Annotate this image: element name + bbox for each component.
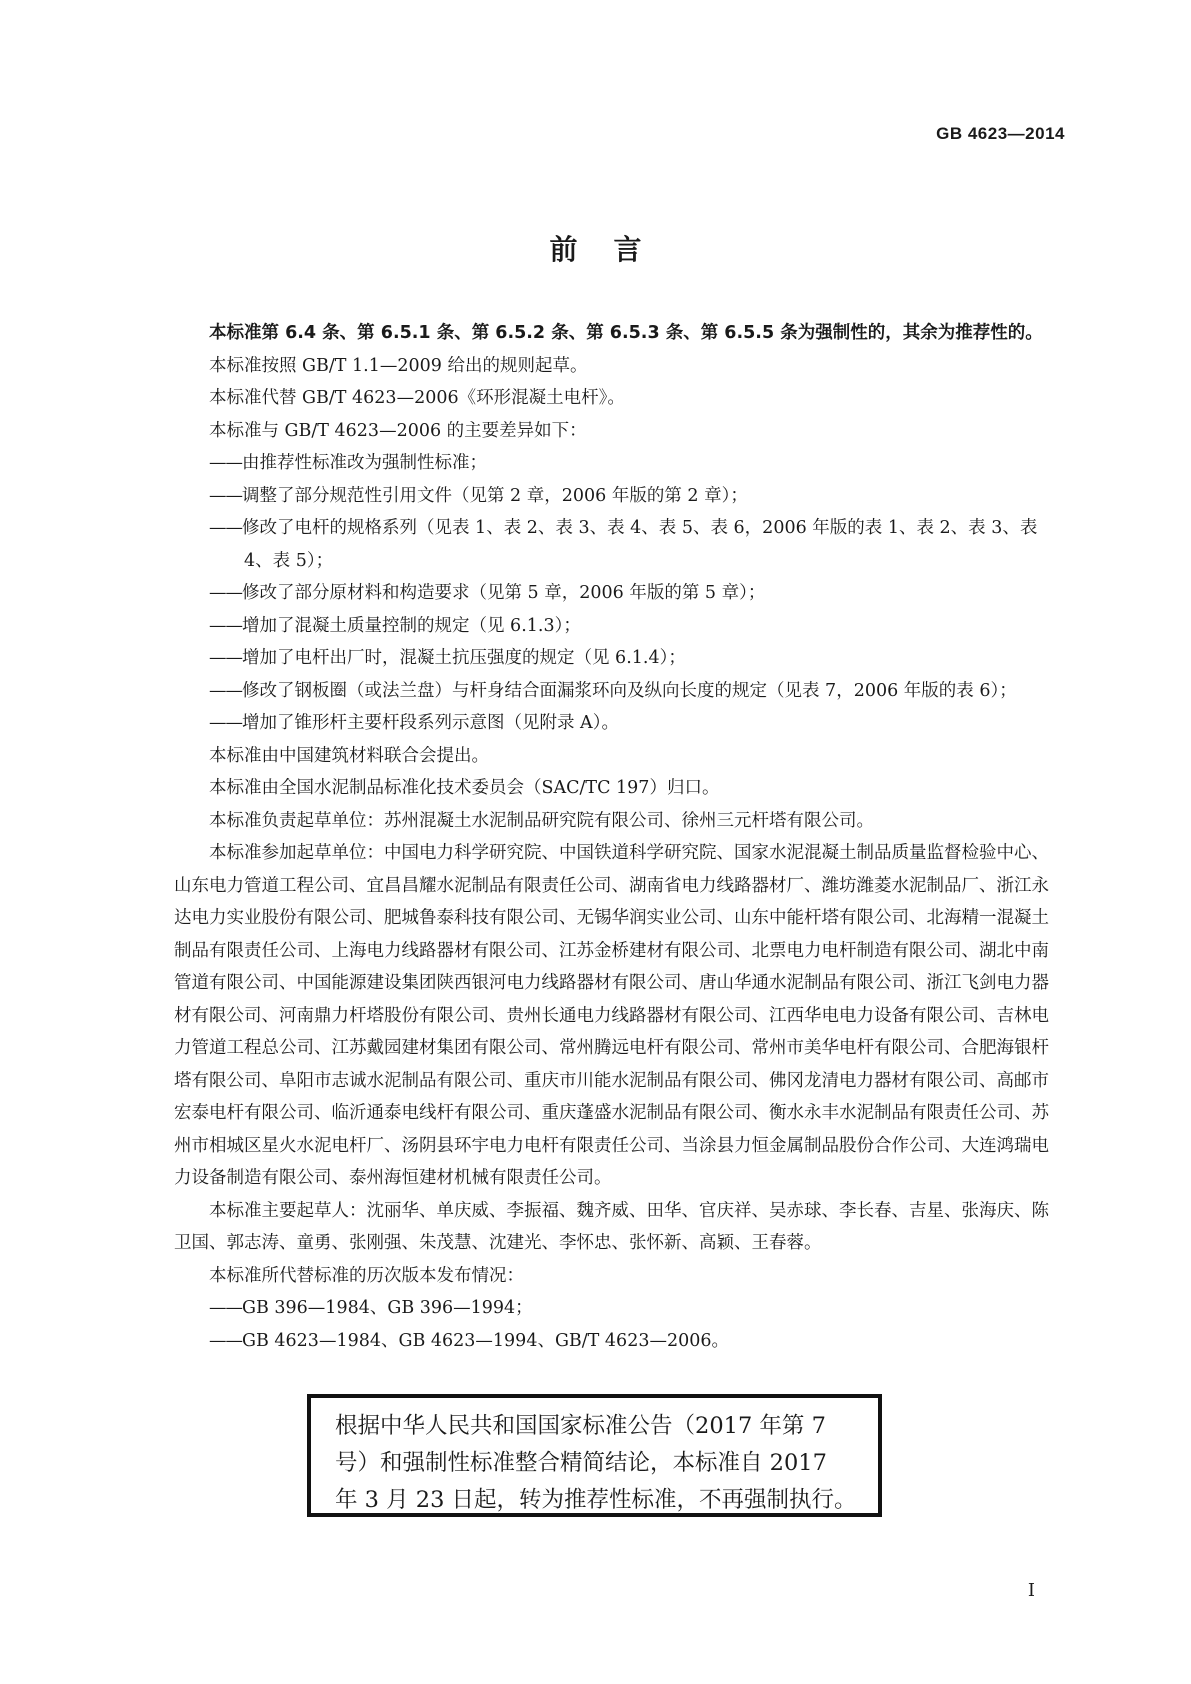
standard-number: GB 4623—2014: [936, 124, 1065, 143]
difference-text: 修改了部分原材料和构造要求（见第 5 章，2006 年版的第 5 章）；: [242, 583, 766, 603]
differences-intro-paragraph: 本标准与 GB/T 4623—2006 的主要差异如下：: [209, 420, 587, 441]
lead-units-paragraph: 本标准负责起草单位：苏州混凝土水泥制品研究院有限公司、徐州三元杆塔有限公司。: [209, 810, 874, 831]
history-item: [209, 1292, 1062, 1325]
difference-text: 增加了电杆出厂时，混凝土抗压强度的规定（见 6.1.4）；: [242, 648, 686, 668]
dash-mark: ——: [209, 648, 242, 668]
difference-item: [209, 610, 1062, 643]
drafting-rule-paragraph: 本标准按照 GB/T 1.1—2009 给出的规则起草。: [209, 355, 588, 376]
status-notice-box: [307, 1394, 882, 1517]
difference-item: [209, 675, 1062, 708]
page-title: 前言: [549, 233, 678, 266]
difference-item: [209, 447, 1062, 480]
dash-mark: ——: [209, 680, 242, 701]
mandatory-clause-paragraph: 本标准第 6.4 条、第 6.5.1 条、第 6.5.2 条、第 6.5.3 条、第 6.5.5 条为强制性的，其余为推荐性的。: [209, 323, 1043, 343]
participating-units-paragraph: 本标准参加起草单位：中国电力科学研究院、中国铁道科学研究院、国家水泥混凝土制品质量监督检验中心、山东电力管道工程公司、宜昌昌耀水泥制品有限责任公司、湖南省电力线路器材厂、潍坊潍菱水泥制品厂、浙江永达电力实业股份有限公司、肥城鲁泰科技有限公司、无锡华润实业公司、山东中能杆塔有限公司、北海精一混凝土制品有限责任公司、上海电力线路器材有限公司、江苏金桥建材有限公司、北票电力电杆制造有限公司、湖北中南管道有限公司、中国能源建设集团陕西银河电力线路器材有限公司、唐山华通水泥制品有限公司、浙江飞剑电力器材有限公司、河南鼎力杆塔股份有限公司、贵州长通电力线路器材有限公司、江西华电电力设备有限公司、吉林电力管道工程总公司、江苏戴园建材集团有限公司、常州腾远电杆有限公司、常州市美华电杆有限公司、合肥海银杆塔有限公司、阜阳市志诚水泥制品有限公司、重庆市川能水泥制品有限公司、佛冈龙清电力器材有限公司、高邮市宏泰电杆有限公司、临沂通泰电线杆有限公司、重庆蓬盛水泥制品有限公司、衡水永丰水泥制品有限责任公司、苏州市相城区星火水泥电杆厂、汤阴县环宇电力电杆有限责任公司、当涂县力恒金属制品股份合作公司、大连鸿瑞电力设备制造有限公司、泰州海恒建材机械有限责任公司。: [174, 843, 1049, 1188]
dash-mark: ——: [209, 713, 242, 733]
difference-text: 修改了电杆的规格系列（见表 1、表 2、表 3、表 4、表 5、表 6，2006 年版的表 1、表 2、表 3、表 4、表 5）；: [242, 518, 1038, 571]
difference-item: [209, 480, 1062, 513]
difference-text: 增加了混凝土质量控制的规定（见 6.1.3）；: [242, 615, 581, 636]
history-intro-paragraph: 本标准所代替标准的历次版本发布情况：: [209, 1265, 524, 1286]
dash-mark: ——: [209, 1298, 242, 1318]
difference-item: [209, 577, 1062, 610]
foreword-body: [174, 317, 1062, 1357]
proposer-paragraph: 本标准由中国建筑材料联合会提出。: [209, 745, 489, 766]
notice-line: 号）和强制性标准整合精简结论，本标准自 2017: [335, 1450, 827, 1476]
committee-paragraph: 本标准由全国水泥制品标准化技术委员会（SAC/TC 197）归口。: [209, 778, 720, 798]
difference-item: [209, 707, 1062, 740]
main-drafters-paragraph: 本标准主要起草人：沈丽华、单庆威、李振福、魏齐威、田华、官庆祥、吴赤球、李长春、吉星、张海庆、陈卫国、郭志涛、童勇、张刚强、朱茂慧、沈建光、李怀忠、张怀新、高颖、王春蓉。: [174, 1200, 1049, 1253]
history-item: [209, 1325, 1062, 1358]
difference-text: 修改了钢板圈（或法兰盘）与杆身结合面漏浆环向及纵向长度的规定（见表 7，2006 年版的表 6）；: [242, 680, 1017, 701]
notice-line: 根据中华人民共和国国家标准公告（2017 年第 7: [335, 1413, 826, 1439]
difference-text: 调整了部分规范性引用文件（见第 2 章，2006 年版的第 2 章）；: [242, 485, 748, 506]
difference-text: 增加了锥形杆主要杆段系列示意图（见附录 A）。: [242, 713, 619, 733]
dash-mark: ——: [209, 485, 242, 506]
dash-mark: ——: [209, 453, 242, 473]
dash-mark: ——: [209, 1330, 242, 1351]
difference-item: [209, 512, 1062, 577]
difference-text: 由推荐性标准改为强制性标准；: [242, 453, 487, 473]
notice-line: 年 3 月 23 日起，转为推荐性标准，不再强制执行。: [335, 1487, 857, 1513]
dash-mark: ——: [209, 583, 242, 603]
page-number: I: [1027, 1580, 1035, 1601]
dash-mark: ——: [209, 615, 242, 636]
dash-mark: ——: [209, 518, 242, 538]
replaces-paragraph: 本标准代替 GB/T 4623—2006《环形混凝土电杆》。: [209, 388, 625, 408]
history-text: GB 4623—1984、GB 4623—1994、GB/T 4623—2006。: [242, 1330, 729, 1351]
difference-item: [209, 642, 1062, 675]
history-text: GB 396—1984、GB 396—1994；: [242, 1298, 533, 1318]
